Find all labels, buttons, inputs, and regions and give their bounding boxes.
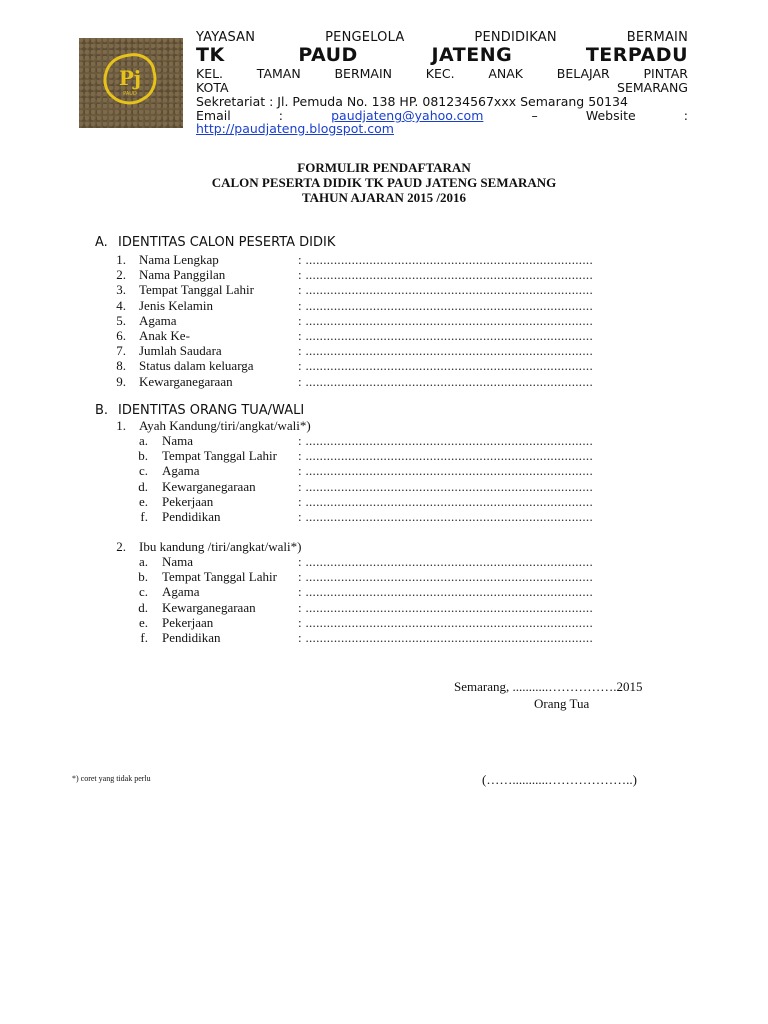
row-number: b. [138, 448, 148, 464]
row-number: f. [140, 630, 148, 645]
row-label: Nama [162, 433, 194, 448]
row-label: Nama Lengkap [139, 252, 219, 267]
footnote: *) coret yang tidak perlu [72, 774, 151, 783]
fill-in-field[interactable]: : ................................................................................. [298, 358, 594, 374]
fill-in-field[interactable]: : ................................................................................. [298, 297, 594, 313]
place-date: Semarang, ...........…………….2015 [454, 679, 643, 694]
fill-in-field[interactable]: : ................................................................................. [298, 630, 594, 645]
row-label: Pendidikan [162, 509, 221, 524]
city-line: KOTA SEMARANG [196, 80, 688, 95]
fill-in-field[interactable]: : ................................................................................. [298, 599, 594, 615]
section-b-title: IDENTITAS ORANG TUA/WALI [118, 403, 305, 418]
section-a-title: IDENTITAS CALON PESERTA DIDIK [118, 235, 336, 250]
mother-num: 2. [116, 539, 126, 554]
fill-in-field[interactable]: : ................................................................................. [298, 493, 594, 509]
fill-in-field[interactable]: : ................................................................................. [298, 252, 594, 267]
row-label: Tempat Tanggal Lahir [162, 448, 277, 464]
logo-text: Pj [118, 66, 142, 90]
row-label: Tempat Tanggal Lahir [162, 569, 277, 585]
signer-label: Orang Tua [534, 696, 590, 711]
fill-in-field[interactable]: : ................................................................................. [298, 373, 594, 389]
row-number: d. [138, 478, 148, 494]
row-number: 4. [116, 297, 126, 313]
row-number: c. [138, 584, 148, 600]
row-number: 8. [116, 358, 126, 374]
row-label: Nama [162, 554, 194, 569]
address-line: KEL. TAMAN BERMAIN KEC. ANAK BELAJAR PINTAR [196, 66, 688, 81]
website-label: – Website : [531, 108, 688, 123]
section-b-marker: B. [95, 403, 109, 418]
row-label: Agama [139, 312, 177, 328]
fill-in-field[interactable]: : ................................................................................. [298, 433, 594, 448]
mother-title: Ibu kandung /tiri/angkat/wali*) [139, 539, 302, 554]
row-number: 5. [116, 312, 126, 328]
row-number: c. [138, 463, 148, 479]
row-label: Jumlah Saudara [139, 343, 222, 359]
fill-in-field[interactable]: : ................................................................................. [298, 312, 594, 328]
section-a-marker: A. [95, 235, 108, 250]
school-name: TK PAUD JATENG TERPADU [196, 44, 688, 66]
row-label: Pendidikan [162, 630, 221, 645]
logo-subtext: PAUD [123, 91, 137, 97]
section-b-heading [95, 403, 305, 418]
academic-year: TAHUN AJARAN 2015 /2016 [301, 190, 467, 205]
row-number: 3. [116, 282, 126, 298]
website-link[interactable]: http://paudjateng.blogspot.com [196, 121, 394, 136]
fill-in-field[interactable]: : ................................................................................. [298, 463, 594, 479]
row-number: a. [138, 433, 148, 448]
row-number: 6. [116, 328, 126, 343]
fill-in-field[interactable]: : ................................................................................. [298, 554, 594, 569]
row-label: Kewarganegaraan [162, 478, 256, 494]
row-label: Pekerjaan [162, 614, 214, 630]
email-label: Email : [196, 108, 283, 123]
row-number: 7. [116, 343, 126, 359]
row-label: Status dalam keluarga [139, 358, 254, 374]
row-number: d. [138, 599, 148, 615]
fill-in-field[interactable]: : ................................................................................. [298, 448, 594, 464]
row-label: Nama Panggilan [139, 267, 226, 283]
website-line [196, 121, 688, 136]
form-title: FORMULIR PENDAFTARAN [297, 160, 471, 175]
row-label: Anak Ke- [139, 328, 190, 343]
father-num: 1. [116, 418, 126, 433]
fill-in-field[interactable]: : ................................................................................. [298, 614, 594, 630]
secretariat-line: Sekretariat : Jl. Pemuda No. 138 HP. 081234567xxx Semarang 50134 [196, 94, 628, 109]
row-number: a. [138, 554, 148, 569]
row-label: Tempat Tanggal Lahir [139, 282, 254, 298]
row-label: Pekerjaan [162, 493, 214, 509]
fill-in-field[interactable]: : ................................................................................. [298, 282, 594, 298]
fill-in-field[interactable]: : ................................................................................. [298, 343, 594, 359]
row-label: Kewarganegaraan [162, 599, 256, 615]
fill-in-field[interactable]: : ................................................................................. [298, 328, 594, 343]
fill-in-field[interactable]: : ................................................................................. [298, 478, 594, 494]
school-logo [79, 38, 183, 128]
row-number: 9. [116, 373, 126, 389]
row-label: Agama [162, 584, 200, 600]
row-number: 2. [116, 267, 126, 283]
fill-in-field[interactable]: : ................................................................................. [298, 267, 594, 283]
row-number: e. [138, 614, 148, 630]
fill-in-field[interactable]: : ................................................................................. [298, 584, 594, 600]
pj-emblem-icon [101, 52, 159, 106]
foundation-name: YAYASAN PENGELOLA PENDIDIKAN BERMAIN [196, 30, 688, 45]
fill-in-field[interactable]: : ................................................................................. [298, 569, 594, 585]
row-label: Jenis Kelamin [139, 297, 214, 313]
section-a-heading [95, 235, 336, 250]
row-number: f. [140, 509, 148, 524]
row-label: Agama [162, 463, 200, 479]
fill-in-field[interactable]: : ................................................................................. [298, 509, 594, 524]
row-number: 1. [116, 252, 126, 267]
signature-name-line: (……...........………………..) [482, 772, 637, 787]
row-label: Kewarganegaraan [139, 373, 233, 389]
form-subtitle: CALON PESERTA DIDIK TK PAUD JATENG SEMARANG [211, 175, 557, 190]
row-number: b. [138, 569, 148, 585]
row-number: e. [138, 493, 148, 509]
father-title: Ayah Kandung/tiri/angkat/wali*) [139, 418, 311, 433]
email-link[interactable]: paudjateng@yahoo.com [331, 108, 484, 123]
